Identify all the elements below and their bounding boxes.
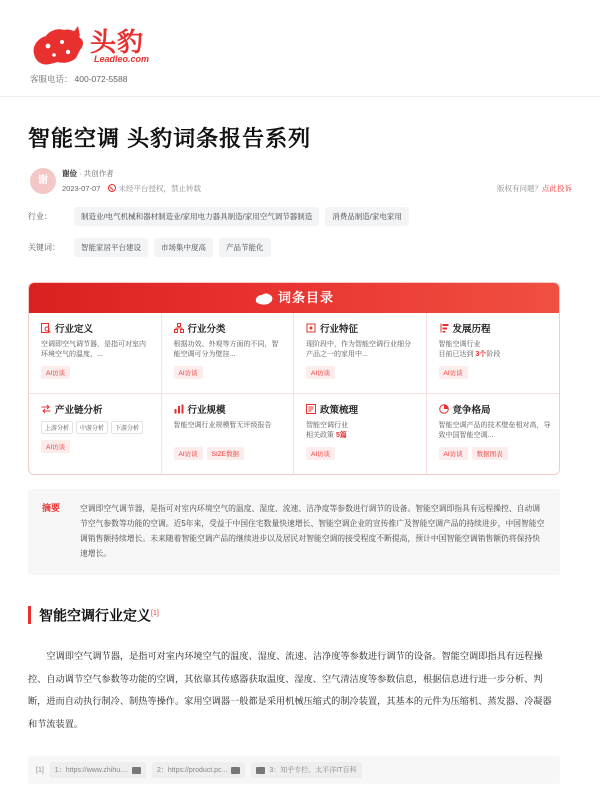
prohibited-icon: [108, 184, 116, 192]
catalog-item-title-text: 政策梳理: [320, 405, 359, 416]
catalog-item-title: [41, 321, 153, 335]
page-title: 智能空调 头豹词条报告系列: [28, 126, 312, 151]
leopard-logo-icon: [254, 292, 274, 306]
industry-tag[interactable]: 消费品制造/家电家用: [325, 207, 409, 226]
citation-link[interactable]: [1]: [151, 610, 159, 617]
reference-text: 2：https://product.pc...: [156, 767, 228, 774]
chain-arrows-icon: [41, 404, 51, 414]
hotline: [28, 73, 127, 85]
keyword-tag[interactable]: 产品节能化: [219, 238, 271, 257]
header-divider: [0, 96, 600, 97]
target-icon: [306, 323, 316, 333]
definition-paragraph: 空调即空气调节器，是指可对室内环境空气的温度、湿度、流速、洁净度等参数进行调节的设备。智能空调即指具有远程操控、自动调节空气参数等功能的空调，其依靠其传感器获取温度、湿度、空气清洁度等参数信息，根据信息进行进一步分析、判断，进而自动执行制冷、制热等操作。家用空调器一般都是采用机械压缩式的制冷装置，其基本的元件为压缩机、蒸发器、冷凝器和节流装置。: [28, 651, 552, 729]
industry-label: 行业：: [28, 212, 52, 221]
catalog-item-title-text: 行业定义: [55, 324, 94, 335]
desc-highlight: 5篇: [335, 432, 347, 439]
catalog-item-title: [174, 321, 286, 335]
hierarchy-icon: [174, 323, 184, 333]
catalog-item-title: [306, 402, 418, 416]
catalog-card: [28, 282, 560, 475]
reference-link[interactable]: [50, 762, 146, 778]
references-label: [1]: [36, 766, 44, 774]
data-chart-chip[interactable]: 数据图表: [472, 447, 508, 460]
midstream-chip[interactable]: 中游分析: [76, 421, 108, 434]
reference-text: 1：https://www.zhihu....: [54, 767, 128, 774]
downstream-chip[interactable]: 下游分析: [111, 421, 143, 434]
desc-suffix: 阶段: [486, 351, 501, 358]
logo-text-en: Leadleo.com: [94, 54, 150, 64]
reference-text: 3：知乎专栏、太平洋IT百科: [269, 767, 357, 774]
catalog-item-title: [439, 321, 552, 335]
catalog-item-desc: 现阶段中，作为智能空调行业细分产品之一的家用中...: [306, 341, 411, 358]
timeline-icon: [439, 323, 449, 333]
reference-link[interactable]: [152, 762, 245, 778]
references-bar: [28, 756, 560, 784]
keyword-tag[interactable]: 市场集中度高: [154, 238, 213, 257]
author-row: [28, 168, 572, 196]
catalog-item-title-text: 竞争格局: [452, 405, 491, 416]
desc-prefix: 智能空调行业: [306, 422, 348, 429]
image-icon: [231, 767, 240, 774]
catalog-item-title-text: 发展历程: [452, 324, 491, 335]
ai-interview-chip[interactable]: AI访谈: [174, 366, 203, 379]
image-icon: [256, 767, 265, 774]
keywords-row: [28, 238, 271, 257]
ai-interview-chip[interactable]: AI访谈: [306, 447, 335, 460]
industry-tag[interactable]: 制造业/电气机械和器材制造业/家用电力器具制造/家用空气调节器制造: [74, 207, 319, 226]
search-doc-icon: [41, 323, 51, 333]
desc-highlight: 3个: [475, 351, 487, 358]
leopard-logo-icon: [28, 24, 86, 68]
no-copy-text: 未经平台授权，禁止转载: [118, 184, 201, 193]
image-icon: [132, 767, 141, 774]
complaint-link[interactable]: 点此投诉: [542, 184, 572, 193]
catalog-item-market-size[interactable]: [162, 394, 295, 475]
hotline-number: 400-072-5588: [74, 74, 128, 84]
catalog-item-title: [41, 402, 153, 416]
catalog-item-policy[interactable]: [294, 394, 427, 475]
catalog-item-desc: 智能空调产品的技术壁垒相对高，导致中国智能空调...: [438, 422, 551, 439]
catalog-item-desc: [439, 340, 552, 360]
policy-doc-icon: [306, 404, 316, 414]
pie-chart-icon: [439, 404, 449, 414]
catalog-item-desc: 空调即空气调节器，是指可对室内环境空气的温度、...: [41, 341, 146, 358]
desc-mid: 目前已达到: [438, 351, 476, 358]
catalog-item-title-text: 行业特征: [320, 324, 359, 335]
keywords-label: 关键词：: [28, 243, 60, 252]
top-tip: [0, 0, 600, 8]
section-title: [28, 606, 159, 624]
size-data-chip[interactable]: SIZE数据: [207, 447, 244, 460]
summary-box: [28, 489, 560, 575]
copyright-question: 版权有问题？: [497, 184, 542, 193]
industry-row: [28, 207, 409, 226]
ai-interview-chip[interactable]: AI访谈: [41, 366, 70, 379]
ai-interview-chip[interactable]: AI访谈: [41, 440, 70, 453]
catalog-item-desc: 智能空调行业规模暂无评级报告: [173, 422, 272, 429]
catalog-title: 词条目录: [277, 290, 334, 305]
author-meta: [62, 183, 201, 194]
catalog-item-definition[interactable]: [29, 313, 162, 394]
keyword-tag[interactable]: 智能家居平台建设: [74, 238, 148, 257]
reference-link[interactable]: [251, 762, 361, 778]
avatar[interactable]: 谢: [30, 168, 56, 194]
catalog-item-history[interactable]: [427, 313, 560, 394]
catalog-item-features[interactable]: [294, 313, 427, 394]
ai-interview-chip[interactable]: AI访谈: [439, 366, 468, 379]
catalog-item-title: [439, 402, 552, 416]
catalog-header: [29, 283, 559, 313]
ai-interview-chip[interactable]: AI访谈: [439, 447, 468, 460]
desc-mid: 相关政策: [306, 432, 336, 439]
catalog-item-title-text: 行业分类: [187, 324, 226, 335]
publish-date: 2023-07-07: [62, 184, 101, 193]
hotline-label: 客服电话：: [30, 74, 73, 84]
ai-interview-chip[interactable]: AI访谈: [174, 447, 203, 460]
catalog-item-desc: 根据功效、外观等方面的不同，智能空调可分为壁挂...: [173, 341, 279, 358]
catalog-item-classification[interactable]: [162, 313, 295, 394]
bar-chart-icon: [174, 404, 184, 414]
copyright-notice: [497, 183, 572, 194]
section-title-text: 智能空调行业定义: [39, 607, 151, 624]
summary-text: 空调即空气调节器，是指可对室内环境空气的温度、湿度、流速、洁净度等参数进行调节的设备。智能空调即指具有远程操控、自动调节空气参数等功能的空调。近5年来，受益于中国住宅数量快速增长、智能空调企业的宣传推广及智能空调产品的持续进步，中国智能空调销售额持续增长。未来随着智能空调产品的继续进步以及居民对智能空调的接受程度不断提高，预计中国智能空调销售额仍将保持快速增长。: [80, 504, 545, 558]
desc-prefix: 智能空调行业: [438, 341, 481, 348]
logo-text-cn: 头豹: [90, 27, 145, 57]
catalog-item-competition[interactable]: [427, 394, 560, 475]
summary-label: 摘要: [42, 503, 61, 513]
author-name: [62, 168, 114, 179]
catalog-item-title-text: 产业链分析: [55, 405, 103, 416]
catalog-item-title: [306, 321, 418, 335]
upstream-chip[interactable]: 上游分析: [41, 421, 73, 434]
author-name-text[interactable]: 谢俭: [62, 169, 77, 178]
catalog-item-desc: [306, 421, 418, 441]
author-role: · 共创作者: [77, 169, 114, 178]
catalog-item-value-chain[interactable]: [29, 394, 162, 475]
ai-interview-chip[interactable]: AI访谈: [306, 366, 335, 379]
catalog-grid: [29, 313, 559, 475]
no-copy-notice: [108, 184, 201, 193]
catalog-item-title: [174, 402, 286, 416]
catalog-item-title-text: 行业规模: [187, 405, 226, 416]
